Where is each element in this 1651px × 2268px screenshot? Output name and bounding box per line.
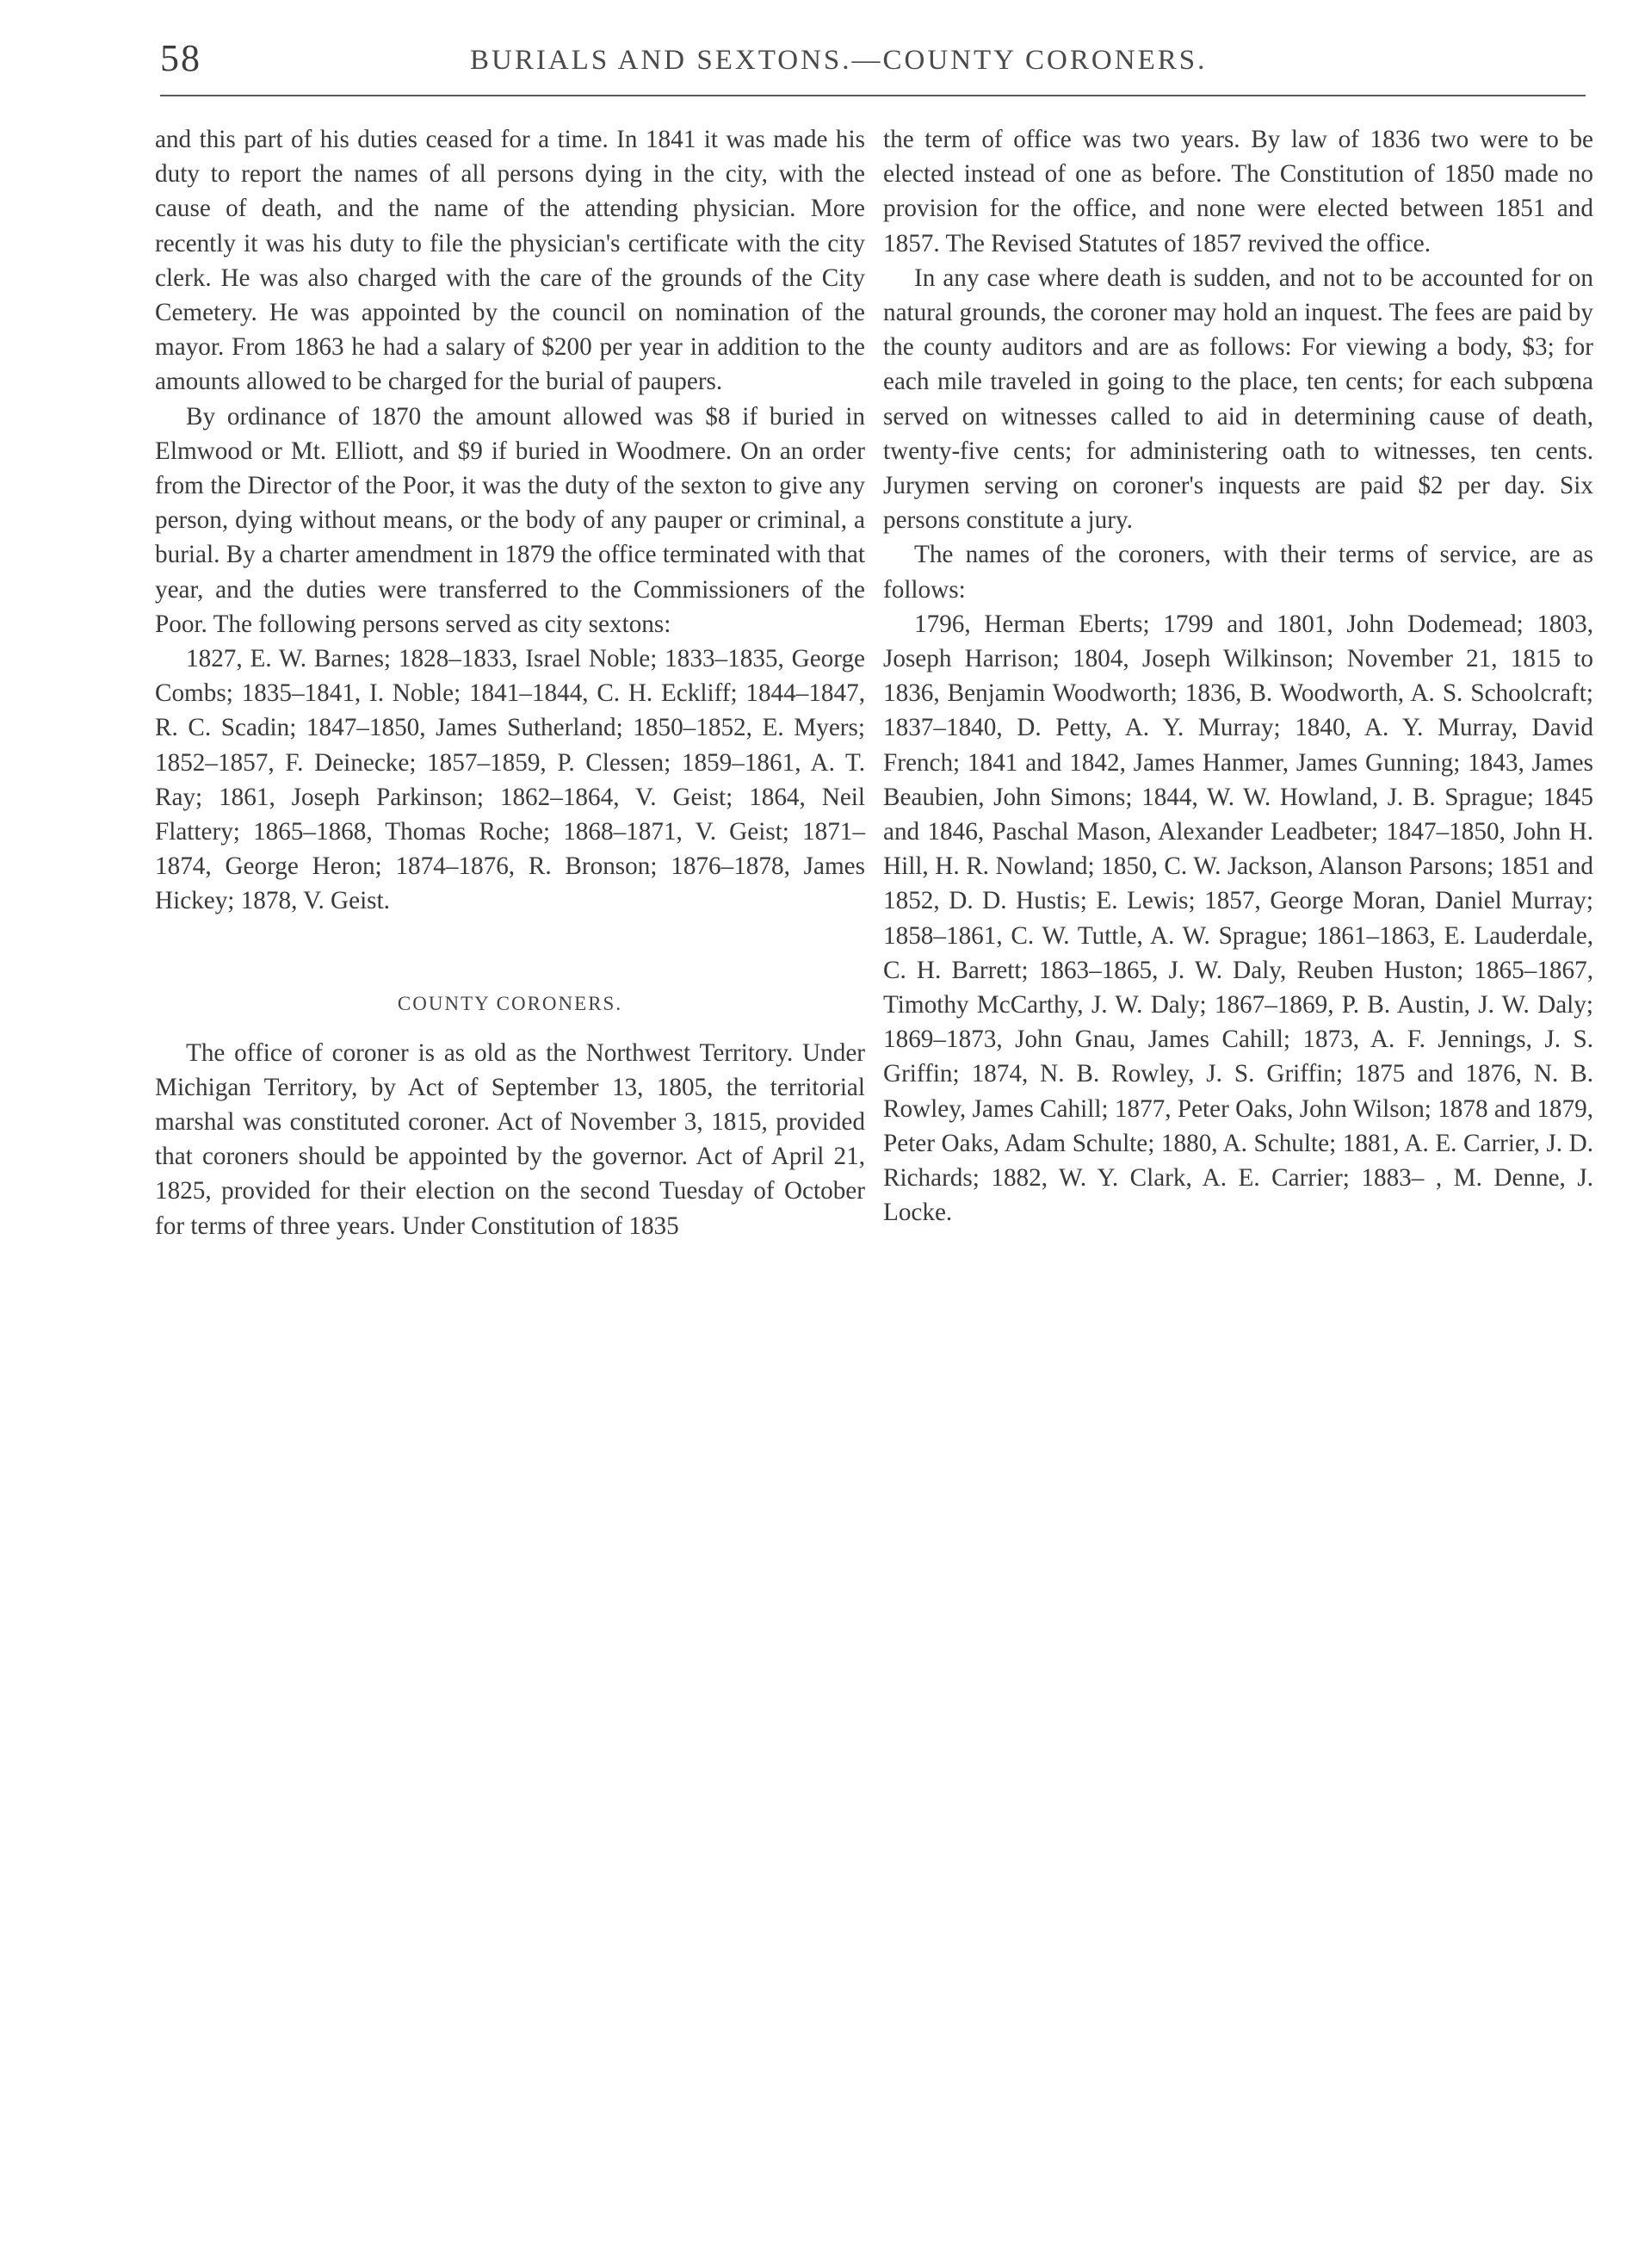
page-number: 58 [160,37,201,79]
paragraph: The names of the coroners, with their terms of service, are as follows: [883,541,1593,604]
section-title: COUNTY CORONERS. [397,992,623,1014]
header-rule [160,95,1586,96]
paragraph: the term of office was two years. By law of 1836 two were to be elected instead of one as before. The Constitution of 1850 made no provision for the office, and none were elected between 1851 and 1857. The Revised Statutes of 1857 revived the office. [883,126,1593,257]
page-header [160,31,1586,83]
paragraph: The office of coroner is as old as the Northwest Territory. Under Michigan Territory, by Act of September 13, 1805, the territorial marshal was constituted coroner. Act of November 3, 1815, provided that coroners should be appointed by the governor. Act of April 21, 1825, provided for their election on the second Tuesday of October for terms of three years. Under Constitution of 1835 [155,1038,865,1240]
running-head: BURIALS AND SEXTONS.—COUNTY CORONERS. [470,45,1208,76]
paragraph: In any case where death is sudden, and not to be accounted for on natural grounds, the coroner may hold an inquest. The fees are paid by the county auditors and are as follows: For viewing a body, $3; for each mile traveled in going to the place, ten cents; for each subpœna served on witnesses called to aid in determining cause of death, twenty-five cents; for administering oath to witnesses, ten cents. Jurymen serving on coroner's inquests are paid $2 per day. Six persons constitute a jury. [883,263,1593,535]
left-column [155,122,865,1243]
coroner-list-paragraph: 1796, Herman Eberts; 1799 and 1801, John Dodemead; 1803, Joseph Harrison; 1804, Joseph Wilkinson; November 21, 1815 to 1836, Benjamin Woodworth; 1836, B. Woodworth, A. S. Schoolcraft; 1837–1840, D. Petty, A. Y. Murray; 1840, A. Y. Murray, David French; 1841 and 1842, James Hanmer, James Gunning; 1843, James Beaubien, John Simons; 1844, W. W. Howland, J. B. Sprague; 1845 and 1846, Paschal Mason, Alexander Leadbeter; 1847–1850, John H. Hill, H. R. Nowland; 1850, C. W. Jackson, Alanson Parsons; 1851 and 1852, D. D. Hustis; E. Lewis; 1857, George Moran, Daniel Murray; 1858–1861, C. W. Tuttle, A. W. Sprague; 1861–1863, E. Lauderdale, C. H. Barrett; 1863–1865, J. W. Daly, Reuben Huston; 1865–1867, Timothy McCarthy, J. W. Daly; 1867–1869, P. B. Austin, J. W. Daly; 1869–1873, John Gnau, James Cahill; 1873, A. F. Jennings, J. S. Griffin; 1874, N. B. Rowley, J. S. Griffin; 1875 and 1876, N. B. Rowley, James Cahill; 1877, Peter Oaks, John Wilson; 1878 and 1879, Peter Oaks, Adam Schulte; 1880, A. Schulte; 1881, A. E. Carrier, J. D. Richards; 1882, W. Y. Clark, A. E. Carrier; 1883– , M. Denne, J. Locke. [883,610,1593,1227]
paragraph: By ordinance of 1870 the amount allowed was $8 if buried in Elmwood or Mt. Elliott, and $9 if buried in Woodmere. On an order from the Director of the Poor, it was the duty of the sexton to give any person, dying without means, or the body of any pauper or criminal, a burial. By a charter amendment in 1879 the office terminated with that year, and the duties were transferred to the Commissioners of the Poor. The following persons served as city sextons: [155,402,865,638]
sexton-list-paragraph: 1827, E. W. Barnes; 1828–1833, Israel Noble; 1833–1835, George Combs; 1835–1841, I. Noble; 1841–1844, C. H. Eckliff; 1844–1847, R. C. Scadin; 1847–1850, James Sutherland; 1850–1852, E. Myers; 1852–1857, F. Deinecke; 1857–1859, P. Clessen; 1859–1861, A. T. Ray; 1861, Joseph Parkinson; 1862–1864, V. Geist; 1864, Neil Flattery; 1865–1868, Thomas Roche; 1868–1871, V. Geist; 1871–1874, George Heron; 1874–1876, R. Bronson; 1876–1878, James Hickey; 1878, V. Geist. [155,645,865,915]
paragraph: and this part of his duties ceased for a time. In 1841 it was made his duty to report the names of all persons dying in the city, with the cause of death, and the name of the attending physician. More recently it was his duty to file the physician's certificate with the city clerk. He was also charged with the care of the grounds of the City Cemetery. He was appointed by the council on nomination of the mayor. From 1863 he had a salary of $200 per year in addition to the amounts allowed to be charged for the burial of paupers. [155,126,865,396]
right-column [883,122,1593,1230]
